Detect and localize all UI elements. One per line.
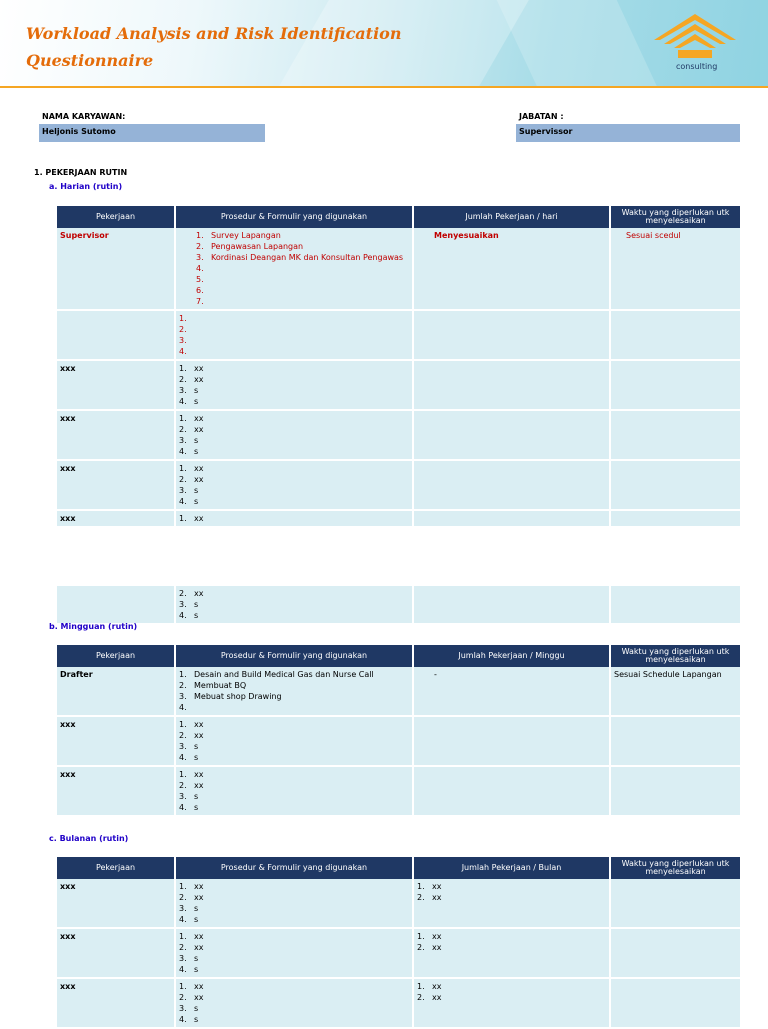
job-time[interactable] [610,879,740,928]
procedure-list[interactable]: 1. xx 2. xx 3. s 4. s [175,766,413,816]
col-header: Pekerjaan [57,645,175,667]
job-time[interactable] [610,928,740,978]
procedure-list[interactable]: 1. 2. 3. 4. [175,310,413,360]
page-header [0,0,768,88]
procedure-list[interactable]: 1. xx 2. xx 3. s 4. s [175,716,413,766]
job-amount[interactable] [413,310,610,360]
procedure-list[interactable]: 1. xx 2. xx 3. s 4. s [175,978,413,1028]
col-header: Waktu yang diperlukan utk menyelesaikan [610,857,740,879]
table-row [57,360,740,410]
procedure-list[interactable]: 1. xx 2. xx 3. s 4. s [175,460,413,510]
weekly-table [57,645,740,817]
job-name[interactable] [57,586,175,624]
job-time[interactable] [610,586,740,624]
daily-table-continued [57,586,740,625]
job-time[interactable] [610,716,740,766]
job-amount[interactable] [413,586,610,624]
procedure-list[interactable]: 1. xx 2. xx 3. s 4. s [175,410,413,460]
job-time[interactable] [610,766,740,816]
title-line-1: Workload Analysis and Risk Identification [26,24,402,43]
job-amount[interactable] [413,716,610,766]
job-amount[interactable] [413,360,610,410]
job-name[interactable]: xxx [57,410,175,460]
col-header: Prosedur & Formulir yang digunakan [175,857,413,879]
table-row [57,978,740,1028]
procedure-list[interactable]: 1. xx [175,510,413,527]
job-time[interactable] [610,978,740,1028]
job-amount[interactable] [413,460,610,510]
job-name[interactable]: Drafter [57,667,175,716]
table-row [57,667,740,716]
col-header: Prosedur & Formulir yang digunakan [175,645,413,667]
job-amount[interactable]: - [413,667,610,716]
table-row [57,716,740,766]
col-header: Prosedur & Formulir yang digunakan [175,206,413,228]
col-header: Waktu yang diperlukan utk menyelesaikan [610,645,740,667]
table-row [57,410,740,460]
title-line-2: Questionnaire [26,51,154,70]
job-time[interactable]: Sesuai scedul [610,228,740,310]
job-time[interactable] [610,360,740,410]
table-row [57,928,740,978]
job-amount[interactable] [413,766,610,816]
job-name[interactable]: xxx [57,928,175,978]
job-amount[interactable] [413,410,610,460]
table-row [57,879,740,928]
job-time[interactable]: Sesuai Schedule Lapangan [610,667,740,716]
job-name[interactable]: xxx [57,510,175,527]
job-name[interactable]: xxx [57,360,175,410]
procedure-list[interactable]: 1. xx 2. xx 3. s 4. s [175,928,413,978]
job-time[interactable] [610,410,740,460]
col-header: Pekerjaan [57,857,175,879]
col-header: Jumlah Pekerjaan / hari [413,206,610,228]
job-amount[interactable]: 1. xx 2. xx [413,879,610,928]
col-header: Waktu yang diperlukan utk menyelesaikan [610,206,740,228]
job-amount[interactable]: 1. xx 2. xx [413,978,610,1028]
monthly-table [57,857,740,1029]
job-time[interactable] [610,510,740,527]
col-header: Pekerjaan [57,206,175,228]
header-decoration [492,0,668,88]
logo-text: consulting [676,62,718,71]
job-amount[interactable]: Menyesuaikan [413,228,610,310]
position-label: JABATAN : [519,112,564,121]
daily-title: a. Harian (rutin) [49,182,123,191]
job-name[interactable]: Supervisor [57,228,175,310]
job-name[interactable]: xxx [57,978,175,1028]
employee-name-label: NAMA KARYAWAN: [42,112,126,121]
section-title: 1. PEKERJAAN RUTIN [34,168,128,177]
procedure-list[interactable]: 1. xx 2. xx 3. s 4. s [175,879,413,928]
procedure-list[interactable]: 1. Desain and Build Medical Gas dan Nurse Call 2. Membuat BQ 3. Mebuat shop Drawing 4. [175,667,413,716]
job-amount[interactable]: 1. xx 2. xx [413,928,610,978]
procedure-list[interactable]: 1. xx 2. xx 3. s 4. s [175,360,413,410]
weekly-title: b. Mingguan (rutin) [49,622,138,631]
table-row [57,310,740,360]
job-name[interactable]: xxx [57,716,175,766]
employee-name-field[interactable]: Heljonis Sutomo [39,124,265,142]
table-row [57,460,740,510]
table-row [57,586,740,624]
job-name[interactable]: xxx [57,766,175,816]
job-time[interactable] [610,460,740,510]
position-field[interactable]: Supervissor [516,124,740,142]
table-row [57,510,740,527]
page-title [26,20,401,74]
job-name[interactable] [57,310,175,360]
col-header: Jumlah Pekerjaan / Bulan [413,857,610,879]
daily-table [57,206,740,528]
table-row [57,228,740,310]
job-name[interactable]: xxx [57,879,175,928]
monthly-title: c. Bulanan (rutin) [49,834,129,843]
procedure-list[interactable]: 2. xx 3. s 4. s [175,586,413,624]
job-amount[interactable] [413,510,610,527]
procedure-list[interactable]: 1. Survey Lapangan 2. Pengawasan Lapangan 3. Kordinasi Deangan MK dan Konsultan Pengawas 4. 5. 6. 7. [175,228,413,310]
table-row [57,766,740,816]
col-header: Jumlah Pekerjaan / Minggu [413,645,610,667]
job-name[interactable]: xxx [57,460,175,510]
job-time[interactable] [610,310,740,360]
